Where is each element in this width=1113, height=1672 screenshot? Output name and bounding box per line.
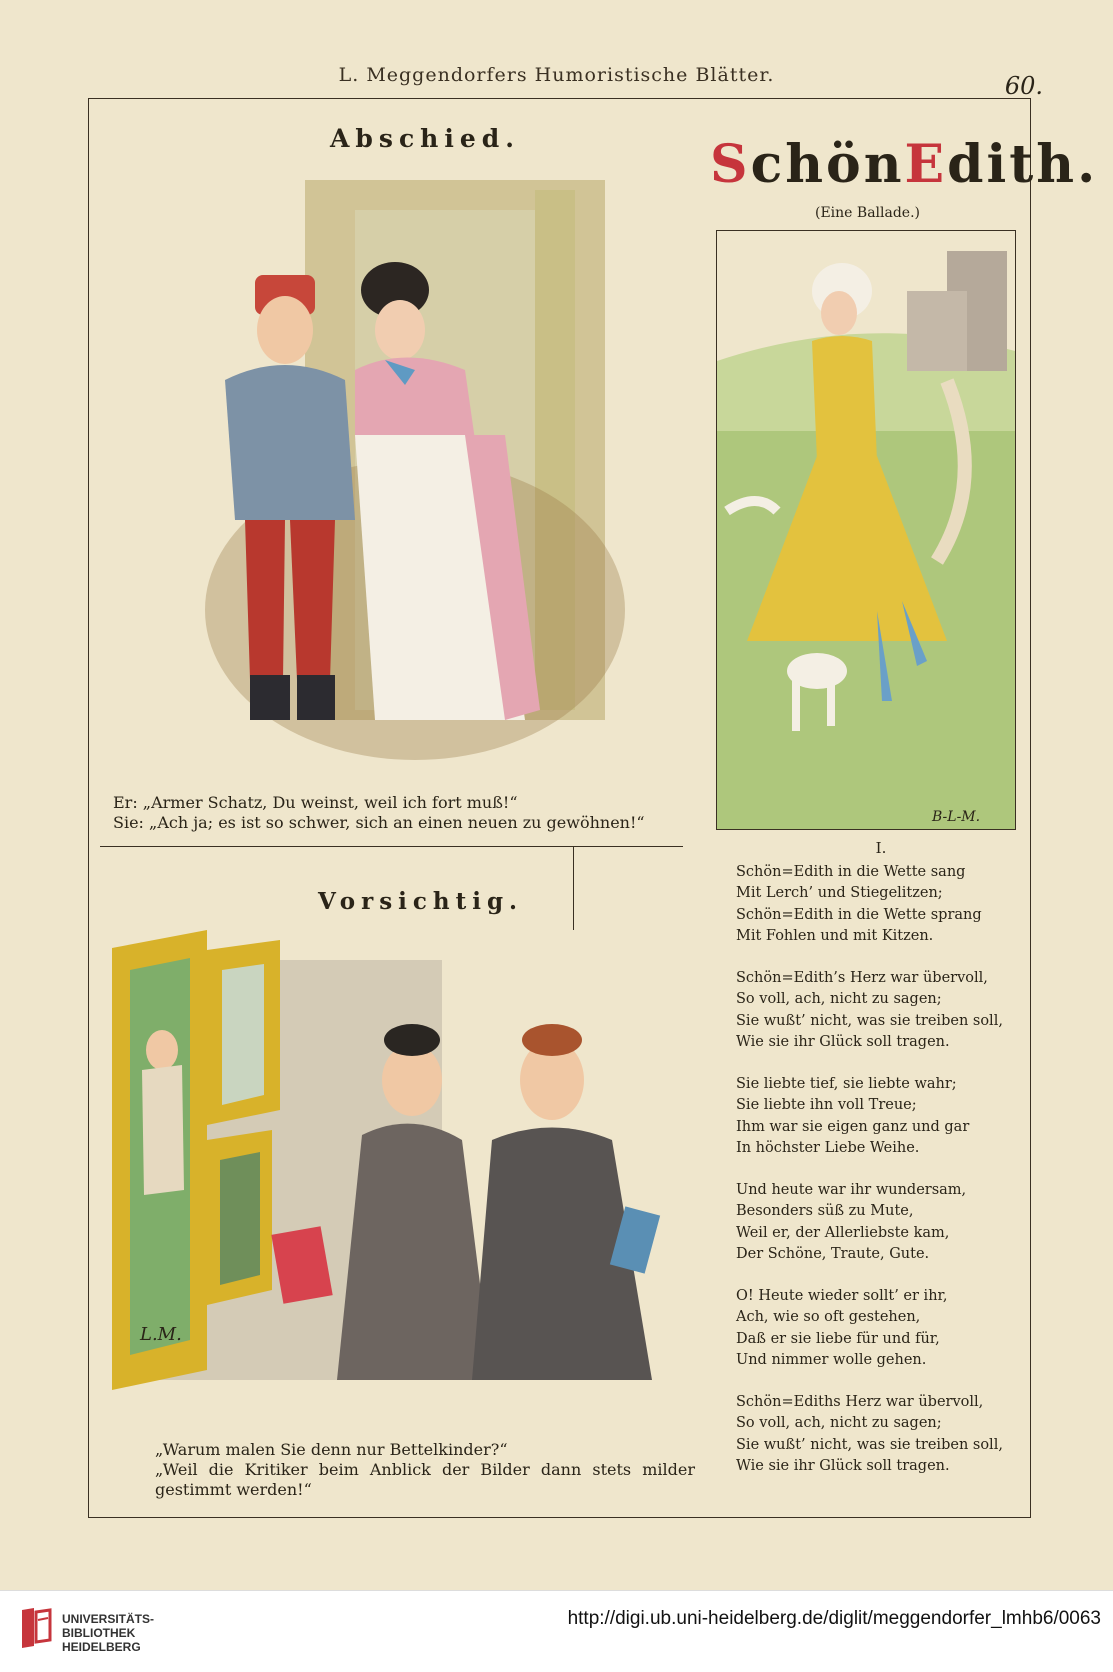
poem-line: Mit Fohlen und mit Kitzen.: [736, 928, 934, 944]
poem-line: In höchster Liebe Weihe.: [736, 1140, 920, 1156]
poem-line: Weil er, der Allerliebste kam,: [736, 1224, 950, 1241]
poem-line: Und heute war ihr wundersam,: [736, 1181, 967, 1198]
poem-stanza: [736, 1074, 1026, 1160]
page-number: 60.: [1004, 72, 1043, 100]
poem-stanza: [736, 968, 1026, 1054]
source-url-link[interactable]: http://digi.ub.uni-heidelberg.de/diglit/meggendorfer_lmhb6/0063: [567, 1608, 1101, 1629]
library-logo-text[interactable]: [62, 1612, 154, 1654]
abschied-caption: [113, 793, 673, 833]
edith-illustration: [716, 230, 1016, 830]
poem-line: Mit Lerch’ und Stiegelitzen;: [736, 885, 943, 901]
section-divider-horizontal: [100, 846, 683, 847]
edith-poem: [736, 838, 1026, 1498]
running-head: L. Meggendorfers Humoristische Blätter.: [338, 64, 775, 86]
poem-section-number: I.: [875, 839, 887, 857]
poem-line: Schön=Edith’s Herz war übervoll,: [736, 969, 988, 986]
poem-line: Sie wußt’ nicht, was sie treiben soll,: [736, 1012, 1003, 1029]
poem-line: Wie sie ihr Glück soll tragen.: [736, 1034, 950, 1050]
poem-line: Schön=Ediths Herz war übervoll,: [736, 1393, 984, 1410]
poem-stanza: [736, 1392, 1026, 1478]
poem-line: Schön=Edith in die Wette sang: [736, 863, 966, 880]
poem-line: Schön=Edith in die Wette sprang: [736, 906, 982, 923]
vorsichtig-signature: L.M.: [140, 1324, 182, 1345]
abschied-illustration: [205, 180, 635, 770]
poem-line: Wie sie ihr Glück soll tragen.: [736, 1458, 950, 1474]
vorsichtig-illustration: [112, 930, 708, 1420]
footer-bar: [0, 1590, 1113, 1672]
poem-line: O! Heute wieder sollt’ er ihr,: [736, 1287, 948, 1304]
edith-title-initial-s: S: [710, 134, 751, 195]
edith-subtitle: (Eine Ballade.): [815, 205, 921, 221]
poem-line: Sie liebte tief, sie liebte wahr;: [736, 1075, 957, 1092]
poem-line: Ach, wie so oft gestehen,: [736, 1309, 921, 1325]
logo-line: HEIDELBERG: [62, 1640, 141, 1654]
poem-line: Sie wußt’ nicht, was sie treiben soll,: [736, 1436, 1003, 1453]
edith-title-schoen: chön: [750, 134, 905, 195]
vorsichtig-caption-question: „Warum malen Sie denn nur Bettelkinder?“: [155, 1440, 508, 1459]
poem-line: So voll, ach, nicht zu sagen;: [736, 1415, 942, 1431]
abschied-title: Abschied.: [330, 124, 520, 153]
vorsichtig-caption-answer: „Weil die Kritiker beim Anblick der Bilder dann stets milder gestimmt werden!“: [155, 1460, 695, 1499]
poem-line: Und nimmer wolle gehen.: [736, 1352, 927, 1368]
poem-stanza: [736, 862, 1026, 948]
poem-line: Daß er sie liebe für und für,: [736, 1330, 940, 1347]
edith-title-dith: dith.: [947, 134, 1099, 195]
edith-title: [710, 134, 1098, 195]
edith-signature: B-L-M.: [932, 809, 981, 825]
poem-stanza: [736, 1286, 1026, 1372]
logo-line: UNIVERSITÄTS-: [62, 1612, 155, 1626]
poem-stanza: [736, 1180, 1026, 1266]
edith-title-initial-e: E: [904, 134, 948, 195]
logo-line: BIBLIOTHEK: [62, 1626, 136, 1640]
abschied-caption-er: Er: „Armer Schatz, Du weinst, weil ich fort muß!“: [113, 793, 518, 812]
poem-line: Besonders süß zu Mute,: [736, 1203, 914, 1219]
poem-line: Ihm war sie eigen ganz und gar: [736, 1118, 970, 1135]
poem-line: Der Schöne, Traute, Gute.: [736, 1246, 930, 1262]
library-logo-icon[interactable]: [18, 1606, 54, 1650]
poem-line: So voll, ach, nicht zu sagen;: [736, 991, 942, 1007]
vorsichtig-caption: [115, 1440, 695, 1500]
vorsichtig-title: Vorsichtig.: [318, 888, 524, 915]
abschied-caption-sie: Sie: „Ach ja; es ist so schwer, sich an einen neuen zu gewöhnen!“: [113, 813, 645, 832]
poem-line: Sie liebte ihn voll Treue;: [736, 1097, 917, 1113]
